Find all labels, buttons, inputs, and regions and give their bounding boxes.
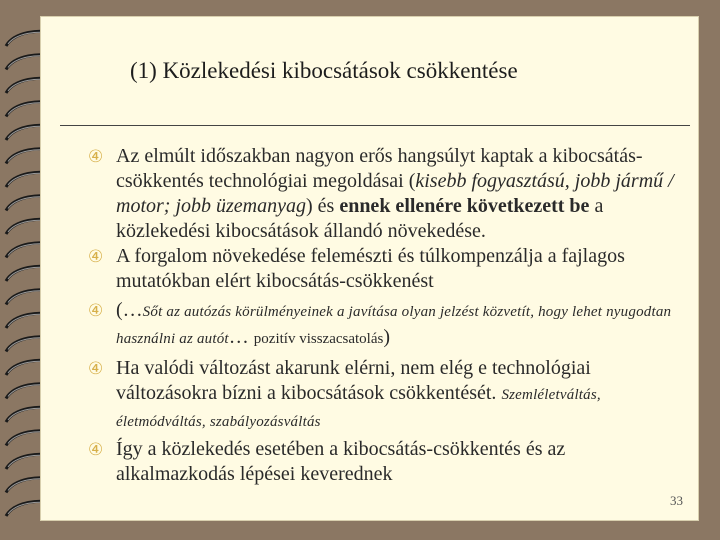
bullet-list xyxy=(84,144,684,487)
slide-page xyxy=(40,16,699,521)
bullet-item: ④ Az elmúlt időszakban nagyon erős hangsúlyt kaptak a kibocsátás-csökkentés technológiai megoldásai (kisebb fogyasztású, jobb jármű / motor; jobb üzemanyag) és ennek ellenére következett be a közlekedési kibocsátások állandó növekedése. xyxy=(88,145,674,242)
numbered-4-bullet-icon: ④ xyxy=(88,440,104,460)
title-divider xyxy=(60,125,690,126)
numbered-4-bullet-icon: ④ xyxy=(88,359,104,379)
numbered-4-bullet-icon: ④ xyxy=(88,301,104,321)
bullet-item: ④ (…Sőt az autózás körülményeinek a javítása olyan jelzést közvetít, hogy lehet nyugodtan használni az autót… pozitív visszacsatolás) xyxy=(88,299,672,348)
slide-title: (1) Közlekedési kibocsátások csökkentése xyxy=(130,58,518,83)
bullet-item: ④ Így a közlekedés esetében a kibocsátás-csökkentés és az alkalmazkodás lépései keverednek xyxy=(88,438,566,485)
numbered-4-bullet-icon: ④ xyxy=(88,147,104,167)
page-number: 33 xyxy=(670,493,683,508)
bullet-item: ④ Ha valódi változást akarunk elérni, nem elég e technológiai változásokra bízni a kibocsátások csökkentését. Szemléletváltás, életmódváltás, szabályozásváltás xyxy=(88,357,601,430)
numbered-4-bullet-icon: ④ xyxy=(88,247,104,267)
bullet-item: ④ A forgalom növekedése felemészti és túlkompenzálja a fajlagos mutatókban elért kibocsátás-csökkenést xyxy=(88,245,625,292)
